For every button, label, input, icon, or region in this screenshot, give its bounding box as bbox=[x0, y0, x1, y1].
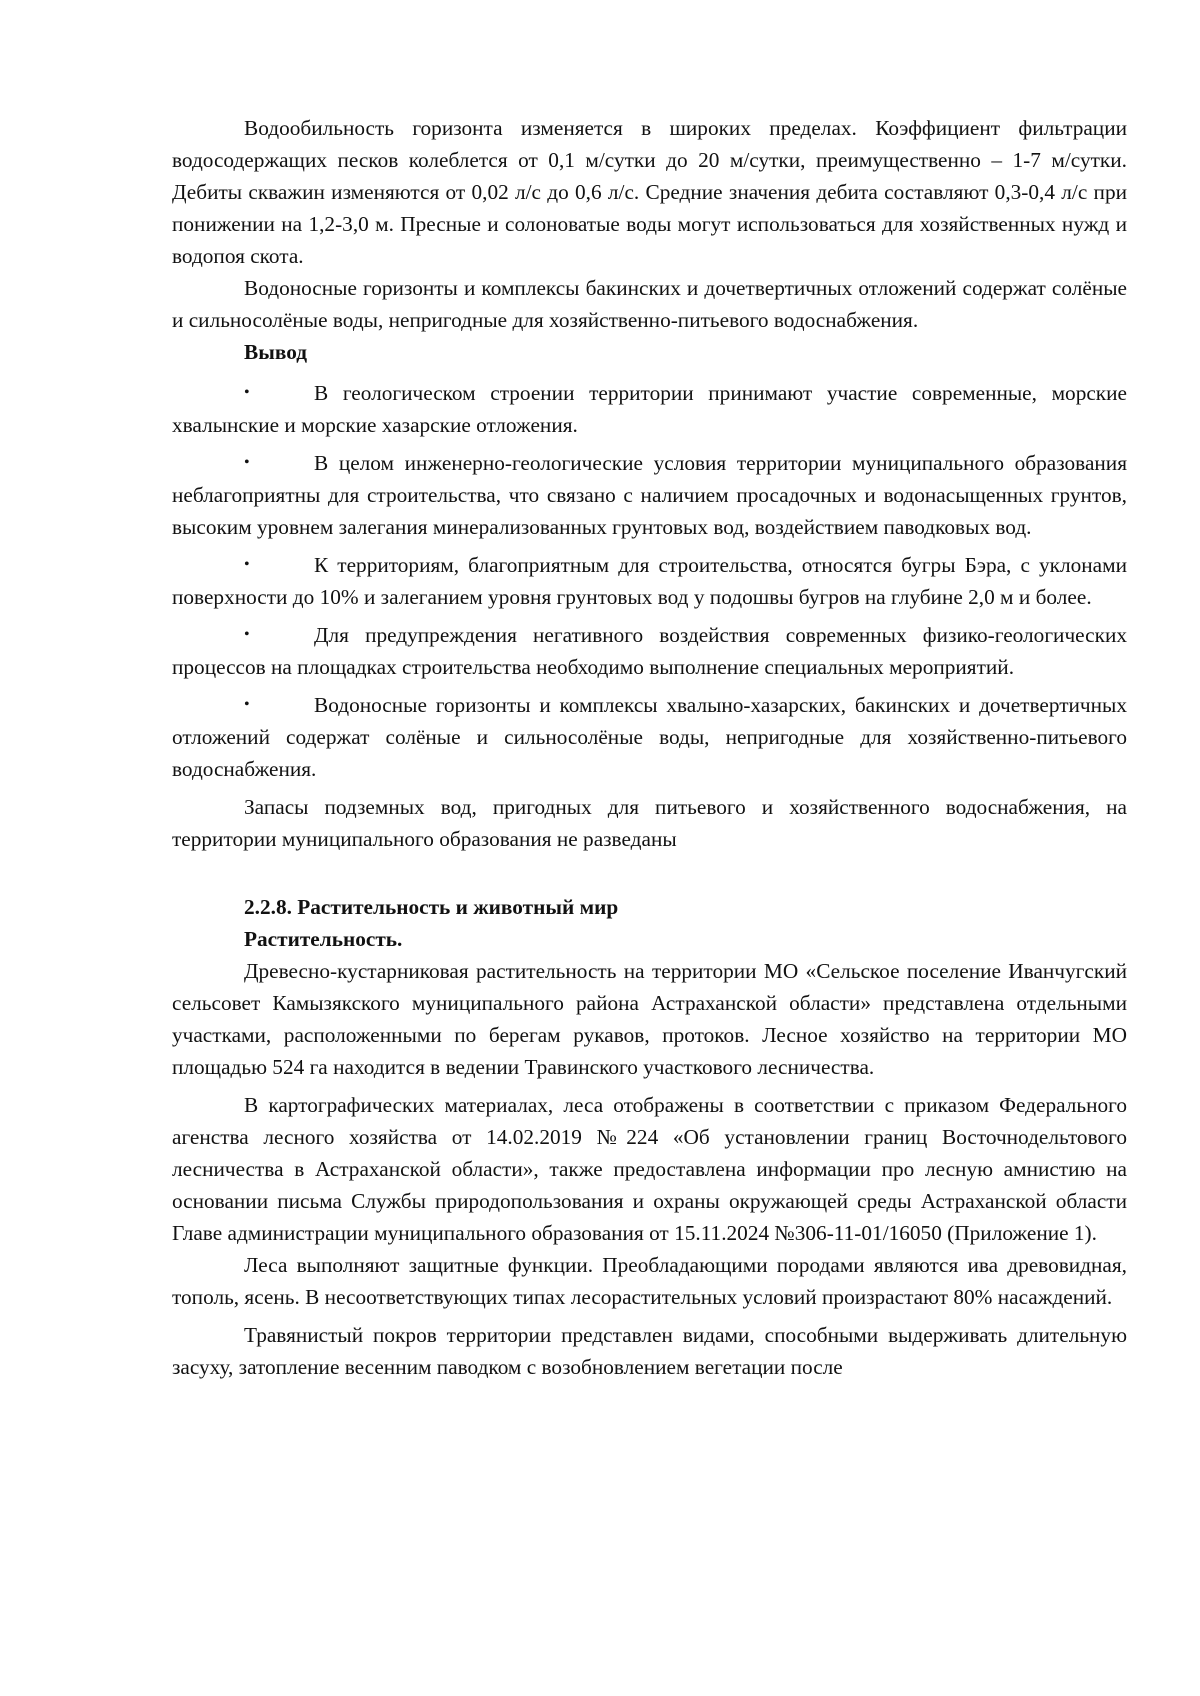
section-subtitle: Растительность. bbox=[244, 927, 403, 951]
list-item bbox=[172, 689, 1127, 785]
paragraph-groundwater-reserves: Запасы подземных вод, пригодных для питьевого и хозяйственного водоснабжения, на территории муниципального образования не разведаны bbox=[172, 795, 1127, 851]
bullet-icon: • bbox=[244, 696, 250, 713]
list-item-text: Для предупреждения негативного воздействия современных физико-геологических процессов на площадках строительства необходимо выполнение специальных мероприятий. bbox=[172, 623, 1127, 679]
paragraph-aquifers: Водоносные горизонты и комплексы бакинских и дочетвертичных отложений содержат солёные и сильносолёные воды, непригодные для хозяйственно-питьевого водоснабжения. bbox=[172, 276, 1127, 332]
paragraph-water-yield: Водообильность горизонта изменяется в широких пределах. Коэффициент фильтрации водосодержащих песков колеблется от 0,1 м/сутки до 20 м/сутки, преимущественно – 1-7 м/сутки. Дебиты скважин изменяются от 0,02 л/с до 0,6 л/с. Средние значения дебита составляют 0,3-0,4 л/с при понижении на 1,2-3,0 м. Пресные и солоноватые воды могут использоваться для хозяйственных нужд и водопоя скота. bbox=[172, 116, 1127, 268]
list-item bbox=[172, 549, 1127, 613]
list-item-text: В целом инженерно-геологические условия территории муниципального образования неблагоприятны для строительства, что связано с наличием просадочных и водонасыщенных грунтов, высоким уровнем залегания минерализованных грунтовых вод, воздействием паводковых вод. bbox=[172, 451, 1127, 539]
conclusion-list bbox=[172, 377, 1127, 785]
bullet-icon: • bbox=[244, 384, 250, 401]
paragraph-vegetation: Древесно-кустарниковая растительность на территории МО «Сельское поселение Иванчугский сельсовет Камызякского муниципального района Астраханской области» представлена отдельными участками, расположенными по берегам рукавов, протоков. Лесное хозяйство на территории МО площадью 524 га находится в ведении Травинского участкового лесничества. bbox=[172, 959, 1127, 1079]
paragraph-forest-functions: Леса выполняют защитные функции. Преобладающими породами являются ива древовидная, тополь, ясень. В несоответствующих типах лесорастительных условий произрастают 80% насаждений. bbox=[172, 1253, 1127, 1309]
bullet-icon: • bbox=[244, 556, 250, 573]
list-item-text: В геологическом строении территории принимают участие современные, морские хвалынские и морские хазарские отложения. bbox=[172, 381, 1127, 437]
paragraph-cartography: В картографических материалах, леса отображены в соответствии с приказом Федерального агенства лесного хозяйства от 14.02.2019 №224 «Об установлении границ Восточнодельтового лесничества в Астраханской области», также предоставлена информации про лесную амнистию на основании письма Службы природопользования и охраны окружающей среды Астраханской области Главе администрации муниципального образования от 15.11.2024 №306-11-01/16050 (Приложение 1). bbox=[172, 1093, 1127, 1245]
paragraph-grass-cover: Травянистый покров территории представлен видами, способными выдерживать длительную засуху, затопление весенним паводком с возобновлением вегетации после bbox=[172, 1323, 1127, 1379]
bullet-icon: • bbox=[244, 626, 250, 643]
list-item bbox=[172, 377, 1127, 441]
conclusion-heading: Вывод bbox=[244, 340, 307, 364]
list-item-text: Водоносные горизонты и комплексы хвалыно-хазарских, бакинских и дочетвертичных отложений содержат солёные и сильносолёные воды, непригодные для хозяйственно-питьевого водоснабжения. bbox=[172, 693, 1127, 781]
list-item-text: К территориям, благоприятным для строительства, относятся бугры Бэра, с уклонами поверхности до 10% и залеганием уровня грунтовых вод у подошвы бугров на глубине 2,0 м и более. bbox=[172, 553, 1127, 609]
section-spacer bbox=[172, 855, 1127, 891]
list-item bbox=[172, 447, 1127, 543]
document-page bbox=[172, 112, 1127, 1383]
section-title: 2.2.8. Растительность и животный мир bbox=[244, 895, 619, 919]
bullet-icon: • bbox=[244, 454, 250, 471]
list-item bbox=[172, 619, 1127, 683]
